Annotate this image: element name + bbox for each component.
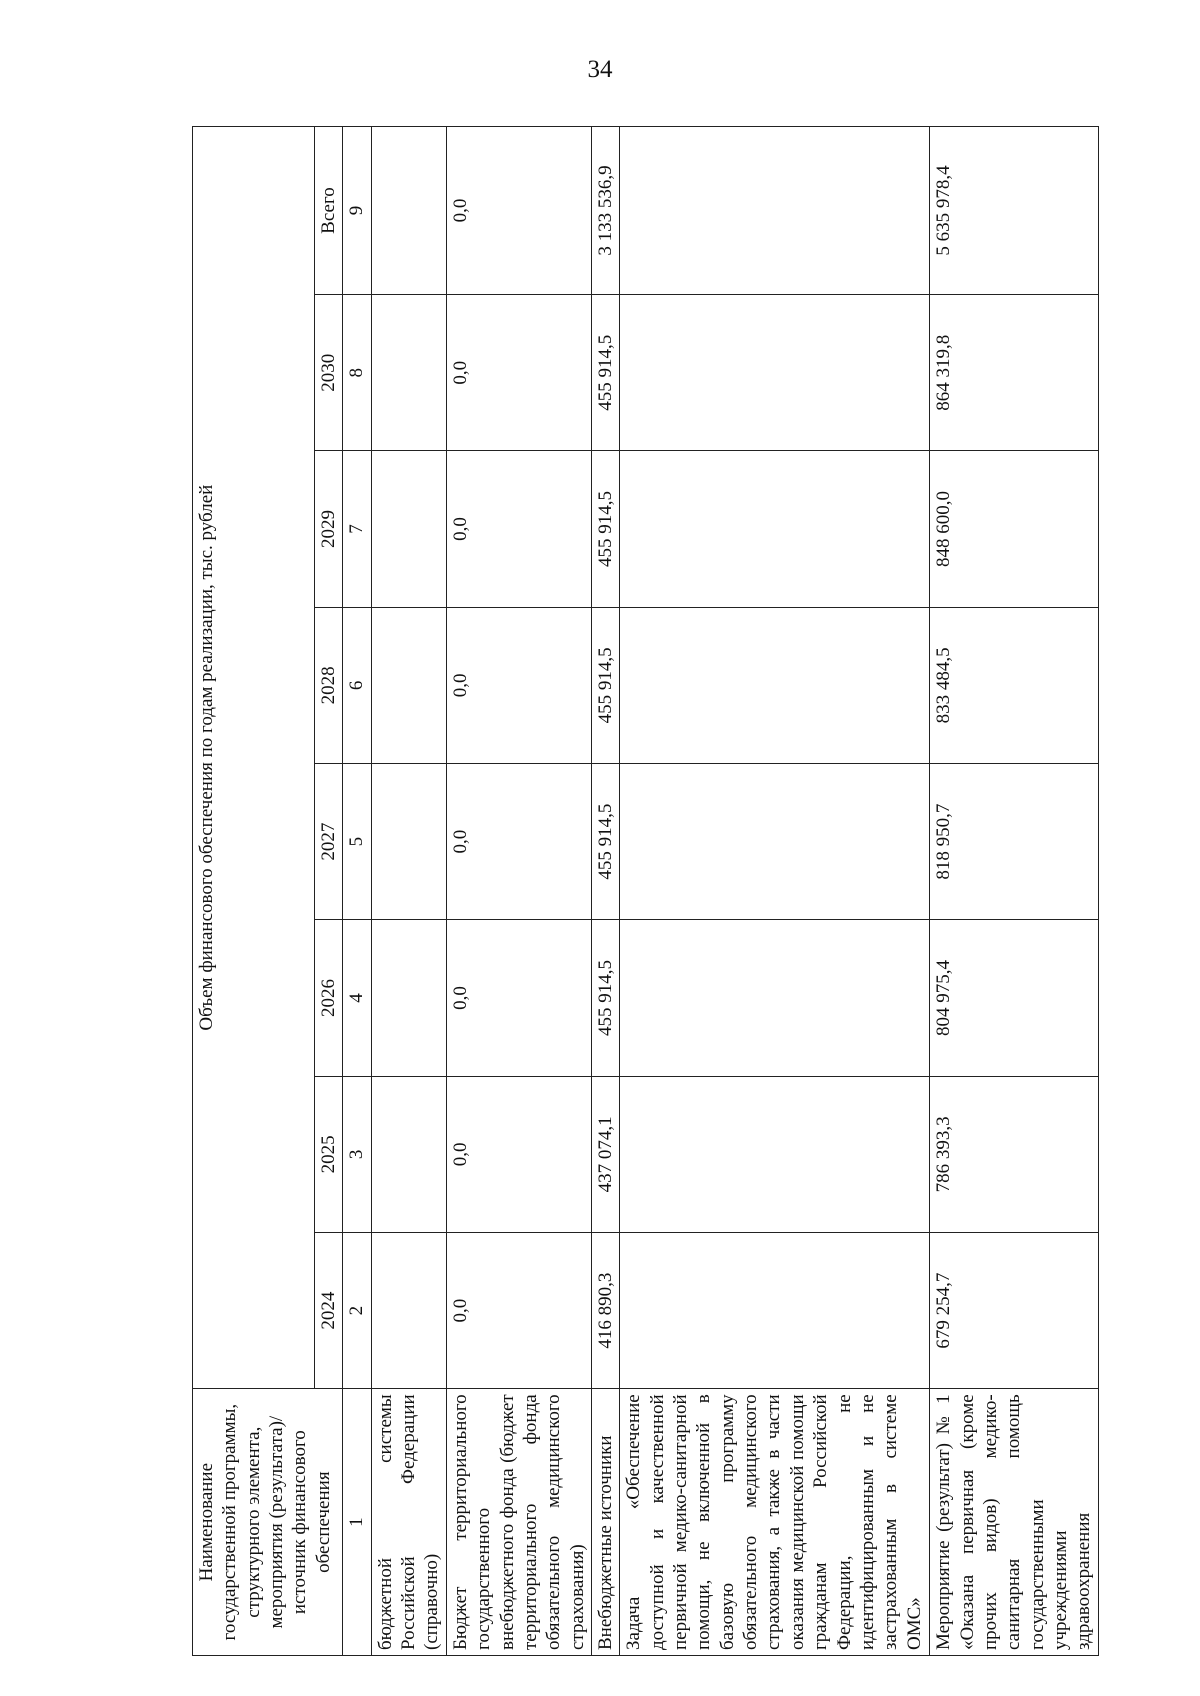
column-number-9: 9	[343, 127, 371, 295]
value-cell	[620, 127, 930, 295]
value-cell: 818 950,7	[930, 764, 1099, 920]
row-name: Мероприятие (результат) № 1 «Оказана первичная (кроме прочих видов) медико-санитарная помощь государственными учреждениями здравоохранения	[930, 1389, 1099, 1656]
value-cell	[620, 295, 930, 451]
value-cell: 0,0	[446, 451, 591, 607]
value-cell	[371, 607, 446, 763]
table-row	[371, 127, 446, 1656]
value-cell: 455 914,5	[591, 920, 619, 1076]
header-span-cell: Объем финансового обеспечения по годам реализации, тыс. рублей	[193, 127, 315, 1389]
value-cell	[371, 920, 446, 1076]
column-number-5: 5	[343, 764, 371, 920]
value-cell	[371, 127, 446, 295]
column-number-1: 1	[343, 1389, 371, 1656]
value-cell	[371, 295, 446, 451]
table-row	[446, 127, 591, 1656]
value-cell	[620, 1076, 930, 1232]
row-name: бюджетной системы Российской Федерации (справочно)	[371, 1389, 446, 1656]
column-number-3: 3	[343, 1076, 371, 1232]
value-cell: 455 914,5	[591, 295, 619, 451]
year-2028: 2028	[315, 607, 343, 763]
value-cell: 0,0	[446, 127, 591, 295]
value-cell	[620, 764, 930, 920]
year-2025: 2025	[315, 1076, 343, 1232]
column-number-2: 2	[343, 1232, 371, 1388]
value-cell: 848 600,0	[930, 451, 1099, 607]
value-cell: 864 319,8	[930, 295, 1099, 451]
value-cell: 0,0	[446, 1232, 591, 1388]
year-total: Всего	[315, 127, 343, 295]
financing-table	[192, 126, 1099, 1656]
column-number-8: 8	[343, 295, 371, 451]
value-cell: 0,0	[446, 607, 591, 763]
row-name: Задача «Обеспечение доступной и качественной первичной медико-санитарной помощи, не включенной в базовую программу обязательного медицинского страхования, а также в части оказания медицинской помощи гражданам Российской Федерации, не идентифицированным и не застрахованным в системе ОМС»	[620, 1389, 930, 1656]
value-cell: 0,0	[446, 764, 591, 920]
row-name: Бюджет территориального государственного внебюджетного фонда (бюджет территориального фонда обязательного медицинского страхования)	[446, 1389, 591, 1656]
value-cell	[620, 1232, 930, 1388]
page-number: 34	[587, 56, 613, 83]
value-cell: 437 074,1	[591, 1076, 619, 1232]
table-row	[591, 127, 619, 1656]
table-row	[620, 127, 930, 1656]
year-2029: 2029	[315, 451, 343, 607]
value-cell: 3 133 536,9	[591, 127, 619, 295]
value-cell: 786 393,3	[930, 1076, 1099, 1232]
value-cell	[620, 920, 930, 1076]
column-number-6: 6	[343, 607, 371, 763]
year-2027: 2027	[315, 764, 343, 920]
value-cell: 679 254,7	[930, 1232, 1099, 1388]
table-row	[930, 127, 1099, 1656]
value-cell	[371, 764, 446, 920]
value-cell	[371, 451, 446, 607]
year-2024: 2024	[315, 1232, 343, 1388]
value-cell	[620, 607, 930, 763]
value-cell: 416 890,3	[591, 1232, 619, 1388]
row-name: Внебюджетные источники	[591, 1389, 619, 1656]
year-2030: 2030	[315, 295, 343, 451]
value-cell	[371, 1232, 446, 1388]
value-cell: 455 914,5	[591, 764, 619, 920]
value-cell	[371, 1076, 446, 1232]
column-number-7: 7	[343, 451, 371, 607]
value-cell: 833 484,5	[930, 607, 1099, 763]
value-cell: 0,0	[446, 1076, 591, 1232]
year-2026: 2026	[315, 920, 343, 1076]
value-cell: 0,0	[446, 920, 591, 1076]
column-number-4: 4	[343, 920, 371, 1076]
value-cell: 0,0	[446, 295, 591, 451]
value-cell: 804 975,4	[930, 920, 1099, 1076]
value-cell	[620, 451, 930, 607]
value-cell: 455 914,5	[591, 607, 619, 763]
value-cell: 455 914,5	[591, 451, 619, 607]
rotated-table-container	[192, 126, 1095, 1656]
header-name-cell: Наименование государственной программы, структурного элемента, мероприятия (результата)/источник финансового обеспечения	[193, 1389, 343, 1656]
value-cell: 5 635 978,4	[930, 127, 1099, 295]
